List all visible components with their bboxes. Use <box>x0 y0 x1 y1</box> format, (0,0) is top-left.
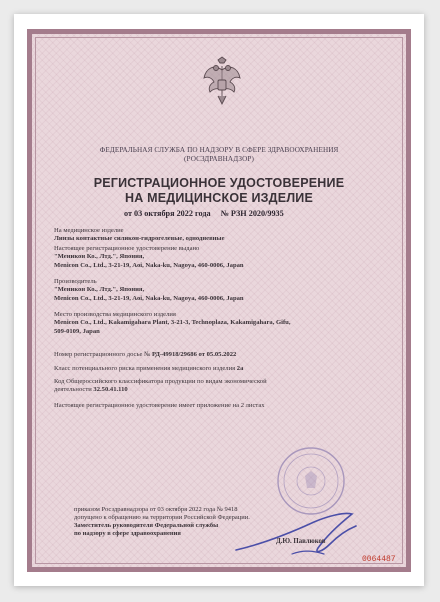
section-value: Menicon Co., Ltd., 3-21-19, Aoi, Naka-ku, Nagoya, 460-0006, Japan <box>54 294 244 302</box>
section-label: Производитель <box>54 278 97 285</box>
okp-label: Код Общероссийского классификатора продукции по видам экономической <box>54 378 267 385</box>
section-value: "Меникон Ко., Лтд.", Япония, <box>54 286 145 294</box>
certificate-subtitle: НА МЕДИЦИНСКОЕ ИЗДЕЛИЕ <box>124 191 314 205</box>
appendix-note: Настоящее регистрационное удостоверение имеет приложение на 2 листах <box>54 402 265 409</box>
certificate-page <box>27 29 411 572</box>
dossier-line <box>54 351 394 359</box>
section-value: Menicon Co., Ltd., 3-21-19, Aoi, Naka-ku, Nagoya, 460-0006, Japan <box>54 261 244 269</box>
order-line: допущено к обращению на территории Российской Федерации. <box>74 514 250 522</box>
order-line: приказом Росздравнадзора от 03 октября 2022 года № 9418 <box>74 506 238 513</box>
agency-name: ФЕДЕРАЛЬНАЯ СЛУЖБА ПО НАДЗОРУ В СФЕРЕ ЗДРАВООХРАНЕНИЯ <box>99 146 339 154</box>
section-production-site <box>54 311 394 336</box>
section-label: На медицинское изделие <box>54 227 124 234</box>
risk-class-value: 2а <box>236 365 244 372</box>
section-manufacturer <box>54 278 394 303</box>
okp-label-cont: деятельности <box>54 386 94 394</box>
dossier-value: РД-49918/29686 от 05.05.2022 <box>152 351 237 358</box>
signer-position-cont: по надзору в сфере здравоохранения <box>74 530 181 538</box>
issue-date: от 03 октября 2022 года <box>124 209 211 218</box>
agency-abbreviation: (РОСЗДРАВНАДЗОР) <box>184 155 254 163</box>
order-statement <box>74 506 374 538</box>
section-value: Menicon Co., Ltd., Kakamigahara Plant, 3-21-3, Technoplaza, Kakamigahara, Gifu, <box>54 319 291 327</box>
issue-date-line <box>124 209 284 218</box>
serial-number: 0064487 <box>362 555 396 564</box>
okp-value: 32.50.41.110 <box>93 386 128 394</box>
section-value: 509-0109, Japan <box>54 327 100 335</box>
dossier-label: Номер регистрационного досье № <box>54 351 153 358</box>
section-label: Место производства медицинского изделия <box>54 311 176 318</box>
risk-class-line <box>54 365 394 373</box>
section-issued-to <box>54 245 394 270</box>
russian-eagle-emblem-icon <box>200 56 244 108</box>
okp-code-block <box>54 378 394 395</box>
section-device <box>54 227 394 244</box>
registration-number: № РЗН 2020/9935 <box>220 209 284 218</box>
signer-position: Заместитель руководителя Федеральной службы <box>74 522 219 530</box>
section-value: Линзы контактные силикон-гидрогелевые, однодневные <box>54 235 225 243</box>
section-value: "Меникон Ко., Лтд.", Япония, <box>54 253 145 261</box>
certificate-title: РЕГИСТРАЦИОННОЕ УДОСТОВЕРЕНИЕ <box>93 176 345 190</box>
risk-class-label: Класс потенциального риска применения медицинского изделия <box>54 365 237 372</box>
section-label: Настоящее регистрационное удостоверение выдано <box>54 245 200 252</box>
signer-name: Д.Ю. Павлюков <box>276 538 326 545</box>
